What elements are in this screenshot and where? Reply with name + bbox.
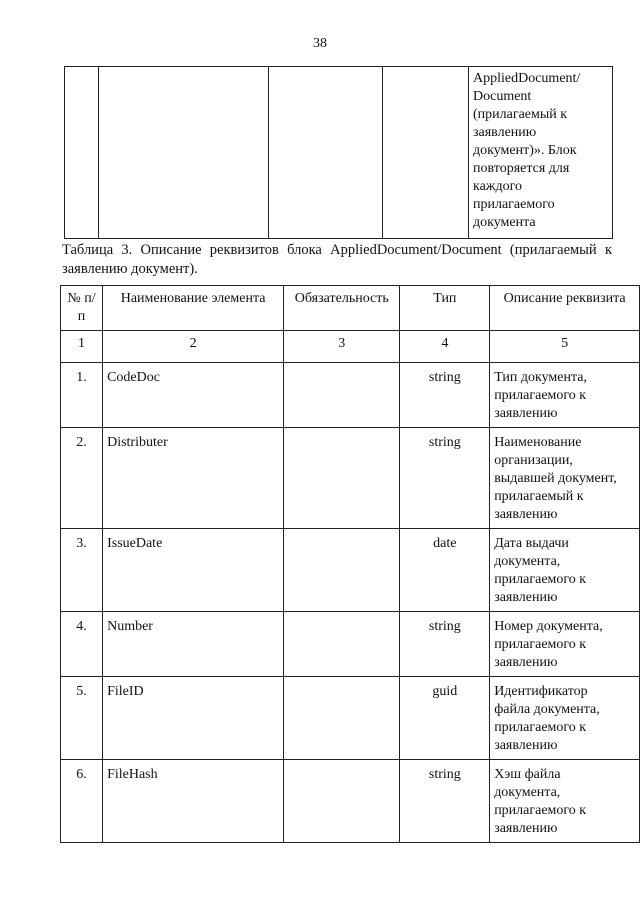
required-cell bbox=[284, 363, 400, 428]
table-cell bbox=[269, 67, 383, 239]
table-cell bbox=[65, 67, 99, 239]
desc-line: Тип документа, bbox=[494, 370, 587, 385]
col-number: 5 bbox=[490, 331, 640, 363]
description-cell bbox=[490, 760, 640, 843]
row-num: 1. bbox=[61, 363, 103, 428]
desc-line: (прилагаемый к bbox=[473, 107, 568, 122]
table-row bbox=[65, 67, 613, 239]
page-number: 38 bbox=[313, 36, 327, 51]
description-cell bbox=[490, 612, 640, 677]
element-name: FileID bbox=[103, 677, 284, 760]
column-number-row bbox=[61, 331, 640, 363]
element-name: Distributer bbox=[103, 428, 284, 529]
row-num: 4. bbox=[61, 612, 103, 677]
header-name: Наименование элемента bbox=[103, 286, 284, 331]
col-number: 4 bbox=[400, 331, 490, 363]
desc-line: повторяется для bbox=[473, 161, 570, 176]
desc-line: прилагаемого к bbox=[494, 803, 587, 818]
required-cell bbox=[284, 677, 400, 760]
desc-line: документа, bbox=[494, 785, 561, 800]
desc-line: заявлению bbox=[494, 821, 558, 836]
desc-line: прилагаемого к bbox=[494, 388, 587, 403]
required-cell bbox=[284, 612, 400, 677]
desc-line: прилагаемый к bbox=[494, 489, 584, 504]
desc-line: прилагаемого к bbox=[494, 720, 587, 735]
row-num: 6. bbox=[61, 760, 103, 843]
required-cell bbox=[284, 529, 400, 612]
type-cell: guid bbox=[400, 677, 490, 760]
table-row bbox=[61, 428, 640, 529]
desc-line: заявлению bbox=[494, 507, 558, 522]
desc-line: Дата выдачи bbox=[494, 536, 569, 551]
desc-line: прилагаемого bbox=[473, 197, 555, 212]
desc-line: прилагаемого к bbox=[494, 572, 587, 587]
description-cell bbox=[490, 428, 640, 529]
element-name: IssueDate bbox=[103, 529, 284, 612]
description-cell bbox=[490, 363, 640, 428]
header-type: Тип bbox=[400, 286, 490, 331]
block-description bbox=[469, 67, 613, 239]
desc-line: Наименование bbox=[494, 435, 582, 450]
row-num: 2. bbox=[61, 428, 103, 529]
desc-line: заявлению bbox=[494, 738, 558, 753]
desc-line: Номер документа, bbox=[494, 619, 603, 634]
element-name: FileHash bbox=[103, 760, 284, 843]
table-row bbox=[61, 760, 640, 843]
desc-line: Хэш файла bbox=[494, 767, 561, 782]
element-name: CodeDoc bbox=[103, 363, 284, 428]
type-cell: string bbox=[400, 760, 490, 843]
required-cell bbox=[284, 428, 400, 529]
row-num: 3. bbox=[61, 529, 103, 612]
desc-line: документа bbox=[473, 215, 536, 230]
desc-line: заявлению bbox=[473, 125, 537, 140]
type-cell: date bbox=[400, 529, 490, 612]
desc-line: Идентификатор bbox=[494, 684, 588, 699]
element-name: Number bbox=[103, 612, 284, 677]
desc-line: прилагаемого к bbox=[494, 637, 587, 652]
desc-line: документа, bbox=[494, 554, 561, 569]
table-row bbox=[61, 529, 640, 612]
col-number: 2 bbox=[103, 331, 284, 363]
header-num-label: № п/п bbox=[67, 291, 96, 324]
row-num: 5. bbox=[61, 677, 103, 760]
desc-line: AppliedDocument/ bbox=[473, 71, 581, 86]
desc-line: Document bbox=[473, 89, 532, 104]
table-row bbox=[61, 363, 640, 428]
table-cell bbox=[383, 67, 469, 239]
table-caption: Таблица 3. Описание реквизитов блока AppliedDocument/Document (прилагаемый к заявлению документ). bbox=[62, 242, 612, 277]
type-cell: string bbox=[400, 363, 490, 428]
desc-line: заявлению bbox=[494, 655, 558, 670]
table-cell bbox=[99, 67, 269, 239]
header-num bbox=[61, 286, 103, 331]
desc-line: заявлению bbox=[494, 590, 558, 605]
desc-line: заявлению bbox=[494, 406, 558, 421]
continuation-table bbox=[64, 66, 613, 239]
requisites-table bbox=[60, 285, 640, 843]
header-description: Описание реквизита bbox=[490, 286, 640, 331]
type-cell: string bbox=[400, 428, 490, 529]
desc-line: файла документа, bbox=[494, 702, 600, 717]
table-row bbox=[61, 677, 640, 760]
col-number: 3 bbox=[284, 331, 400, 363]
header-required: Обязательность bbox=[284, 286, 400, 331]
header-row bbox=[61, 286, 640, 331]
description-cell bbox=[490, 529, 640, 612]
desc-line: каждого bbox=[473, 179, 522, 194]
col-number: 1 bbox=[61, 331, 103, 363]
table-row bbox=[61, 612, 640, 677]
desc-line: организации, bbox=[494, 453, 573, 468]
desc-line: выдавшей документ, bbox=[494, 471, 617, 486]
type-cell: string bbox=[400, 612, 490, 677]
required-cell bbox=[284, 760, 400, 843]
description-cell bbox=[490, 677, 640, 760]
desc-line: документ)». Блок bbox=[473, 143, 577, 158]
